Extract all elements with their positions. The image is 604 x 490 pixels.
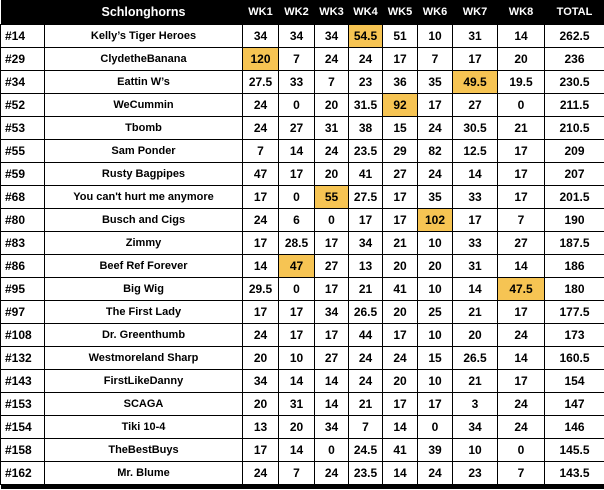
week-5-score-cell: 41: [383, 278, 418, 301]
rank-cell: #95: [1, 278, 45, 301]
team-name-cell: Rusty Bagpipes: [45, 163, 243, 186]
week-4-score-cell: 23.5: [349, 462, 383, 485]
header-wk2: WK2: [279, 0, 315, 25]
rank-cell: #132: [1, 347, 45, 370]
week-1-score-cell: 17: [243, 301, 279, 324]
week-2-score-cell: 6: [279, 209, 315, 232]
table-row: [1, 278, 604, 301]
header-wk6: WK6: [418, 0, 453, 25]
week-1-score-cell: 27.5: [243, 71, 279, 94]
week-1-score-cell: 120: [243, 48, 279, 71]
week-5-score-cell: 17: [383, 393, 418, 416]
week-2-score-cell: 20: [279, 416, 315, 439]
week-6-score-cell: 24: [418, 117, 453, 140]
week-3-score-cell: 20: [315, 94, 349, 117]
week-1-score-cell: 47: [243, 163, 279, 186]
team-name-cell: You can't hurt me anymore: [45, 186, 243, 209]
header-total: TOTAL: [545, 0, 604, 25]
week-4-score-cell: 38: [349, 117, 383, 140]
rank-cell: #108: [1, 324, 45, 347]
table-row: [1, 71, 604, 94]
week-3-score-cell: 34: [315, 301, 349, 324]
week-7-score-cell: 21: [453, 370, 498, 393]
week-7-score-cell: 31: [453, 255, 498, 278]
week-3-score-cell: 17: [315, 232, 349, 255]
week-3-score-cell: 34: [315, 416, 349, 439]
header-wk7: WK7: [453, 0, 498, 25]
team-name-cell: Zimmy: [45, 232, 243, 255]
week-5-score-cell: 24: [383, 347, 418, 370]
total-cell: 147: [545, 393, 604, 416]
week-8-score-cell: 0: [498, 439, 545, 462]
team-name-cell: Tbomb: [45, 117, 243, 140]
table-row: [1, 324, 604, 347]
week-1-score-cell: 17: [243, 186, 279, 209]
week-1-score-cell: 20: [243, 347, 279, 370]
team-name-cell: Eattin W’s: [45, 71, 243, 94]
week-2-score-cell: 14: [279, 140, 315, 163]
week-5-score-cell: 20: [383, 301, 418, 324]
table-row: [1, 255, 604, 278]
week-1-score-cell: 17: [243, 439, 279, 462]
week-4-score-cell: 27.5: [349, 186, 383, 209]
week-8-score-cell: 24: [498, 393, 545, 416]
total-cell: 209: [545, 140, 604, 163]
rank-cell: #68: [1, 186, 45, 209]
week-6-score-cell: 10: [418, 232, 453, 255]
footer-bar-cell: [1, 485, 604, 490]
week-6-score-cell: 102: [418, 209, 453, 232]
week-4-score-cell: 24.5: [349, 439, 383, 462]
week-4-score-cell: 7: [349, 416, 383, 439]
table-row: [1, 232, 604, 255]
total-cell: 173: [545, 324, 604, 347]
week-7-score-cell: 49.5: [453, 71, 498, 94]
week-3-score-cell: 0: [315, 439, 349, 462]
rank-cell: #153: [1, 393, 45, 416]
week-3-score-cell: 55: [315, 186, 349, 209]
week-8-score-cell: 19.5: [498, 71, 545, 94]
week-7-score-cell: 21: [453, 301, 498, 324]
week-1-score-cell: 20: [243, 393, 279, 416]
week-7-score-cell: 31: [453, 25, 498, 48]
week-3-score-cell: 24: [315, 140, 349, 163]
week-4-score-cell: 41: [349, 163, 383, 186]
week-8-score-cell: 24: [498, 324, 545, 347]
week-2-score-cell: 17: [279, 324, 315, 347]
rank-cell: #29: [1, 48, 45, 71]
week-2-score-cell: 27: [279, 117, 315, 140]
week-2-score-cell: 33: [279, 71, 315, 94]
week-2-score-cell: 7: [279, 462, 315, 485]
week-3-score-cell: 27: [315, 255, 349, 278]
week-7-score-cell: 12.5: [453, 140, 498, 163]
team-name-cell: FirstLikeDanny: [45, 370, 243, 393]
week-7-score-cell: 23: [453, 462, 498, 485]
week-2-score-cell: 14: [279, 370, 315, 393]
week-3-score-cell: 14: [315, 370, 349, 393]
week-8-score-cell: 47.5: [498, 278, 545, 301]
week-2-score-cell: 17: [279, 301, 315, 324]
table-row: [1, 163, 604, 186]
header-wk4: WK4: [349, 0, 383, 25]
week-5-score-cell: 17: [383, 209, 418, 232]
rank-cell: #97: [1, 301, 45, 324]
week-8-score-cell: 17: [498, 370, 545, 393]
week-5-score-cell: 14: [383, 416, 418, 439]
week-2-score-cell: 0: [279, 278, 315, 301]
team-name-cell: TheBestBuys: [45, 439, 243, 462]
week-7-score-cell: 33: [453, 186, 498, 209]
table-row: [1, 48, 604, 71]
week-5-score-cell: 21: [383, 232, 418, 255]
header-rank-blank: [1, 0, 45, 25]
week-3-score-cell: 7: [315, 71, 349, 94]
week-5-score-cell: 20: [383, 255, 418, 278]
week-4-score-cell: 23.5: [349, 140, 383, 163]
week-3-score-cell: 20: [315, 163, 349, 186]
week-1-score-cell: 24: [243, 324, 279, 347]
week-8-score-cell: 14: [498, 347, 545, 370]
team-name-cell: Westmoreland Sharp: [45, 347, 243, 370]
total-cell: 160.5: [545, 347, 604, 370]
team-name-cell: Tiki 10-4: [45, 416, 243, 439]
week-7-score-cell: 3: [453, 393, 498, 416]
week-7-score-cell: 26.5: [453, 347, 498, 370]
team-name-cell: Kelly’s Tiger Heroes: [45, 25, 243, 48]
week-7-score-cell: 34: [453, 416, 498, 439]
week-4-score-cell: 24: [349, 48, 383, 71]
rank-cell: #55: [1, 140, 45, 163]
week-6-score-cell: 39: [418, 439, 453, 462]
week-4-score-cell: 21: [349, 393, 383, 416]
rank-cell: #83: [1, 232, 45, 255]
week-8-score-cell: 14: [498, 25, 545, 48]
week-5-score-cell: 41: [383, 439, 418, 462]
week-3-score-cell: 17: [315, 278, 349, 301]
total-cell: 187.5: [545, 232, 604, 255]
week-6-score-cell: 7: [418, 48, 453, 71]
week-1-score-cell: 24: [243, 117, 279, 140]
week-4-score-cell: 44: [349, 324, 383, 347]
week-1-score-cell: 24: [243, 209, 279, 232]
week-4-score-cell: 23: [349, 71, 383, 94]
week-6-score-cell: 17: [418, 94, 453, 117]
week-4-score-cell: 17: [349, 209, 383, 232]
team-name-cell: SCAGA: [45, 393, 243, 416]
rank-cell: #154: [1, 416, 45, 439]
team-name-cell: Sam Ponder: [45, 140, 243, 163]
week-7-score-cell: 27: [453, 94, 498, 117]
week-5-score-cell: 15: [383, 117, 418, 140]
week-6-score-cell: 82: [418, 140, 453, 163]
table-row: [1, 462, 604, 485]
header-row: [1, 0, 604, 25]
week-8-score-cell: 7: [498, 462, 545, 485]
week-2-score-cell: 14: [279, 439, 315, 462]
week-7-score-cell: 17: [453, 209, 498, 232]
week-1-score-cell: 34: [243, 370, 279, 393]
week-2-score-cell: 10: [279, 347, 315, 370]
week-1-score-cell: 17: [243, 232, 279, 255]
week-8-score-cell: 27: [498, 232, 545, 255]
rank-cell: #143: [1, 370, 45, 393]
week-4-score-cell: 24: [349, 347, 383, 370]
week-5-score-cell: 92: [383, 94, 418, 117]
table-row: [1, 416, 604, 439]
total-cell: 180: [545, 278, 604, 301]
week-6-score-cell: 15: [418, 347, 453, 370]
total-cell: 177.5: [545, 301, 604, 324]
week-8-score-cell: 17: [498, 186, 545, 209]
total-cell: 143.5: [545, 462, 604, 485]
week-5-score-cell: 17: [383, 186, 418, 209]
week-5-score-cell: 17: [383, 324, 418, 347]
week-1-score-cell: 7: [243, 140, 279, 163]
footer-bar: [1, 485, 604, 490]
header-wk5: WK5: [383, 0, 418, 25]
table-row: [1, 25, 604, 48]
header-wk8: WK8: [498, 0, 545, 25]
week-3-score-cell: 31: [315, 117, 349, 140]
team-name-cell: WeCummin: [45, 94, 243, 117]
rank-cell: #52: [1, 94, 45, 117]
week-7-score-cell: 30.5: [453, 117, 498, 140]
total-cell: 145.5: [545, 439, 604, 462]
week-7-score-cell: 33: [453, 232, 498, 255]
week-8-score-cell: 20: [498, 48, 545, 71]
rank-cell: #14: [1, 25, 45, 48]
table-row: [1, 140, 604, 163]
week-2-score-cell: 34: [279, 25, 315, 48]
table-row: [1, 117, 604, 140]
team-name-cell: Beef Ref Forever: [45, 255, 243, 278]
team-name-cell: Dr. Greenthumb: [45, 324, 243, 347]
week-7-score-cell: 10: [453, 439, 498, 462]
table-row: [1, 393, 604, 416]
week-6-score-cell: 17: [418, 393, 453, 416]
week-4-score-cell: 54.5: [349, 25, 383, 48]
week-1-score-cell: 14: [243, 255, 279, 278]
rank-cell: #34: [1, 71, 45, 94]
week-5-score-cell: 27: [383, 163, 418, 186]
week-6-score-cell: 10: [418, 25, 453, 48]
week-3-score-cell: 0: [315, 209, 349, 232]
week-6-score-cell: 10: [418, 370, 453, 393]
week-2-score-cell: 7: [279, 48, 315, 71]
week-3-score-cell: 27: [315, 347, 349, 370]
week-7-score-cell: 20: [453, 324, 498, 347]
week-3-score-cell: 24: [315, 462, 349, 485]
table-row: [1, 347, 604, 370]
team-name-cell: Busch and Cigs: [45, 209, 243, 232]
week-6-score-cell: 35: [418, 71, 453, 94]
week-4-score-cell: 26.5: [349, 301, 383, 324]
week-2-score-cell: 31: [279, 393, 315, 416]
table-title: Schlonghorns: [45, 0, 243, 25]
total-cell: 236: [545, 48, 604, 71]
week-1-score-cell: 29.5: [243, 278, 279, 301]
week-6-score-cell: 24: [418, 163, 453, 186]
week-5-score-cell: 51: [383, 25, 418, 48]
week-8-score-cell: 0: [498, 94, 545, 117]
week-4-score-cell: 31.5: [349, 94, 383, 117]
week-6-score-cell: 24: [418, 462, 453, 485]
week-7-score-cell: 14: [453, 163, 498, 186]
team-name-cell: Mr. Blume: [45, 462, 243, 485]
week-4-score-cell: 21: [349, 278, 383, 301]
total-cell: 201.5: [545, 186, 604, 209]
week-3-score-cell: 17: [315, 324, 349, 347]
rank-cell: #53: [1, 117, 45, 140]
week-8-score-cell: 24: [498, 416, 545, 439]
week-2-score-cell: 47: [279, 255, 315, 278]
week-6-score-cell: 10: [418, 324, 453, 347]
week-7-score-cell: 17: [453, 48, 498, 71]
rank-cell: #59: [1, 163, 45, 186]
week-5-score-cell: 14: [383, 462, 418, 485]
week-8-score-cell: 17: [498, 140, 545, 163]
total-cell: 154: [545, 370, 604, 393]
week-6-score-cell: 0: [418, 416, 453, 439]
week-4-score-cell: 24: [349, 370, 383, 393]
week-3-score-cell: 14: [315, 393, 349, 416]
total-cell: 146: [545, 416, 604, 439]
week-8-score-cell: 21: [498, 117, 545, 140]
week-8-score-cell: 17: [498, 163, 545, 186]
rank-cell: #162: [1, 462, 45, 485]
week-1-score-cell: 13: [243, 416, 279, 439]
rank-cell: #158: [1, 439, 45, 462]
table-row: [1, 370, 604, 393]
week-5-score-cell: 17: [383, 48, 418, 71]
week-3-score-cell: 34: [315, 25, 349, 48]
header-wk3: WK3: [315, 0, 349, 25]
week-2-score-cell: 28.5: [279, 232, 315, 255]
total-cell: 211.5: [545, 94, 604, 117]
week-4-score-cell: 34: [349, 232, 383, 255]
week-5-score-cell: 36: [383, 71, 418, 94]
week-4-score-cell: 13: [349, 255, 383, 278]
week-8-score-cell: 17: [498, 301, 545, 324]
week-6-score-cell: 25: [418, 301, 453, 324]
total-cell: 190: [545, 209, 604, 232]
total-cell: 230.5: [545, 71, 604, 94]
table-row: [1, 209, 604, 232]
rank-cell: #86: [1, 255, 45, 278]
week-6-score-cell: 10: [418, 278, 453, 301]
week-2-score-cell: 0: [279, 186, 315, 209]
team-name-cell: Big Wig: [45, 278, 243, 301]
week-8-score-cell: 7: [498, 209, 545, 232]
total-cell: 262.5: [545, 25, 604, 48]
table-row: [1, 94, 604, 117]
week-7-score-cell: 14: [453, 278, 498, 301]
week-1-score-cell: 24: [243, 462, 279, 485]
header-wk1: WK1: [243, 0, 279, 25]
week-6-score-cell: 35: [418, 186, 453, 209]
week-3-score-cell: 24: [315, 48, 349, 71]
rank-cell: #80: [1, 209, 45, 232]
table-row: [1, 186, 604, 209]
week-5-score-cell: 20: [383, 370, 418, 393]
total-cell: 210.5: [545, 117, 604, 140]
week-8-score-cell: 14: [498, 255, 545, 278]
table-row: [1, 439, 604, 462]
week-1-score-cell: 34: [243, 25, 279, 48]
week-2-score-cell: 0: [279, 94, 315, 117]
table-row: [1, 301, 604, 324]
table-body: [1, 25, 604, 485]
week-6-score-cell: 20: [418, 255, 453, 278]
total-cell: 186: [545, 255, 604, 278]
team-name-cell: ClydetheBanana: [45, 48, 243, 71]
team-name-cell: The First Lady: [45, 301, 243, 324]
week-2-score-cell: 17: [279, 163, 315, 186]
week-1-score-cell: 24: [243, 94, 279, 117]
total-cell: 207: [545, 163, 604, 186]
week-5-score-cell: 29: [383, 140, 418, 163]
